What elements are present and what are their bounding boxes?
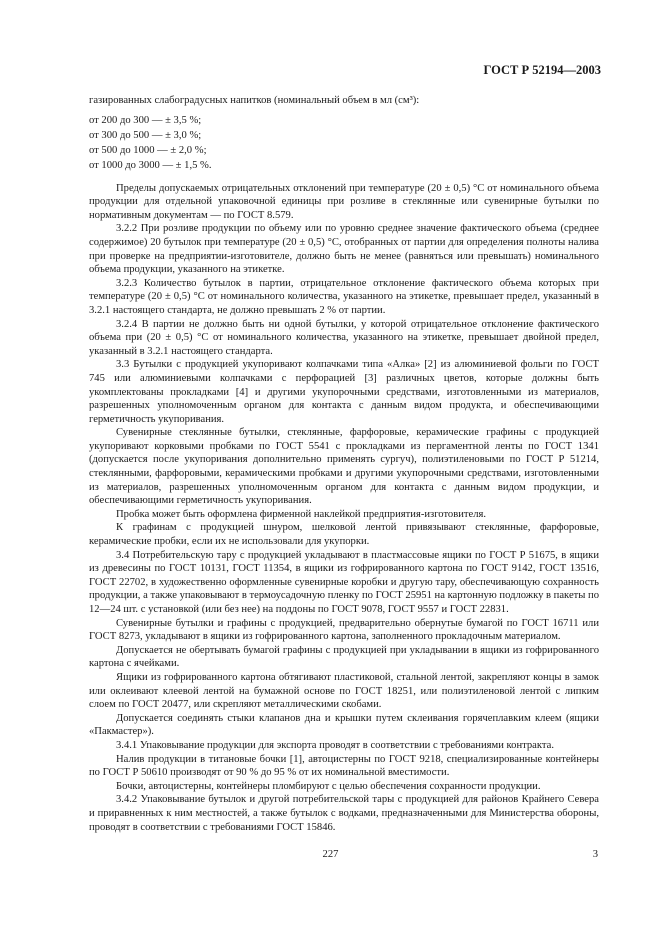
paragraph: Пробка может быть оформлена фирменной наклейкой предприятия-изготовителя. — [116, 508, 487, 520]
paragraph: 3.2.2 При розливе продукции по объему или по уровню среднее значение фактического объема (среднее содержимое) 20 бутылок при температуре (20 ± 0,5) °С, отобранных от партии для определения полноты налива при проверке на предприятии-изготовителе, должно быть не менее (равняться или превышать) номинального объема продукции, указанного на этикетке. — [89, 223, 599, 276]
paragraph: К графинам с продукцией шнуром, шелковой лентой привязывают стеклянные, фарфоровые, керамические пробки, если их не использовали для укупорки. — [89, 522, 599, 548]
paragraph: 3.2.3 Количество бутылок в партии, отрицательное отклонение фактического объема которых при температуре (20 ± 0,5) °С от номинального количества, указанного на этикетке, превышает предел, указанный в 3.2.1 настоящего стандарта, не должно превышать 2 % от партии. — [89, 277, 599, 316]
list-item: от 200 до 300 — ± 3,5 %; — [89, 114, 202, 126]
list-item: от 1000 до 3000 — ± 1,5 %. — [89, 159, 212, 171]
paragraph: Ящики из гофрированного картона обтягивают пластиковой, стальной лентой, закрепляют концы в замок или оклеивают клеевой лентой на бумажной основе по ГОСТ 18251, или полиэтиленовой лентой с липким слоем по ГОСТ 20477, или скрепляют металлическими скобами. — [89, 671, 599, 711]
paragraph: 3.4 Потребительскую тару с продукцией укладывают в пластмассовые ящики по ГОСТ Р 51675, в ящики из древесины по ГОСТ 10131, ГОСТ 11354, в ящики из гофрированного картона по ГОСТ 9142, ГОСТ 13516, ГОСТ 22702, в художественно оформленные сувенирные коробки и другую тару, обеспечивающую сохранность продукции, а также упаковывают в термоусадочную пленку по ГОСТ 25951 на картонную подложку в пакеты по 12—24 шт. с установкой (или без нее) на поддоны по ГОСТ 9078, ГОСТ 9557 и ГОСТ 22831. — [89, 549, 600, 615]
paragraph: 3.4.1 Упаковывание продукции для экспорта проводят в соответствии с требованиями контракта. — [116, 739, 554, 751]
list-item: от 500 до 1000 — ± 2,0 %; — [89, 144, 207, 156]
paragraph: Налив продукции в титановые бочки [1], автоцистерны по ГОСТ 9218, специализированные контейнеры по ГОСТ Р 50610 производят от 90 % до 95 % от их номинальной вместимости. — [89, 753, 599, 779]
document-body — [89, 94, 599, 834]
volume-tolerance-list — [89, 113, 599, 173]
list-item: от 300 до 500 — ± 3,0 %; — [89, 129, 202, 141]
paragraph: 3.4.2 Упаковывание бутылок и другой потребительской тары с продукцией для районов Крайнего Севера и приравненных к ним местностей, а также бутылок с водками, предназначенными для Министерства обороны, проводят в соответствии с требованиями ГОСТ 15846. — [89, 794, 599, 833]
paragraph: 3.3 Бутылки с продукцией укупоривают колпачками типа «Алка» [2] из алюминиевой фольги по ГОСТ 745 или алюминиевыми колпачками с перфорацией [3] различных цветов, которые должны быть укомплектованы прокладками [4] и другими укупорочными средствами, изготовленными из материалов, разрешенных уполномоченным органом для контакта с данным видом продукта, и обеспечивающими герметичность укупоривания. — [89, 359, 599, 425]
paragraph: 3.2.4 В партии не должно быть ни одной бутылки, у которой отрицательное отклонение фактического объема при (20 ± 0,5) °С от номинального количества, указанного на этикетке, превышает двойной предел, указанный в 3.2.1 настоящего стандарта. — [89, 318, 599, 357]
document-header: ГОСТ Р 52194—2003 — [483, 63, 601, 77]
paragraph: Бочки, автоцистерны, контейнеры пломбируют с целью обеспечения сохранности продукции. — [116, 780, 541, 792]
page-number: 227 — [322, 849, 339, 860]
sheet-number: 3 — [592, 849, 598, 860]
intro-line: газированных слабоградусных напитков (номинальный объем в мл (см³): — [89, 95, 420, 106]
paragraph: Пределы допускаемых отрицательных отклонений при температуре (20 ± 0,5) °С от номинального объема продукции для отдельной упаковочной единицы при розливе в стеклянные или сувенирные бутылки по нормативным документам — по ГОСТ 8.579. — [89, 182, 599, 221]
paragraph: Сувенирные бутылки и графины с продукцией, предварительно обернутые бумагой по ГОСТ 16711 или ГОСТ 8273, укладывают в ящики из гофрированного картона, заполненного прокладочным материалом. — [89, 617, 599, 643]
paragraph: Допускается не обертывать бумагой графины с продукцией при укладывании в ящики из гофрированного картона с ячейками. — [89, 644, 599, 670]
paragraph: Допускается соединять стыки клапанов дна и крышки путем склеивания горячеплавким клеем (ящики «Пакмастер»). — [89, 712, 599, 738]
paragraph: Сувенирные стеклянные бутылки, стеклянные, фарфоровые, керамические графины с продукцией укупоривают корковыми пробками по ГОСТ 5541 с прокладками из пергаментной ленты по ГОСТ 1341 (допускается после укупоривания дополнительно применять сургуч), полиэтиленовыми по ГОСТ Р 51214, стеклянными, фарфоровыми, керамическими пробками и другими укупорочными средствами, изготовленными из материалов, разрешенных уполномоченным органом для контакта с данным видом продукции, и обеспечивающими герметичность укупоривания. — [89, 427, 599, 507]
